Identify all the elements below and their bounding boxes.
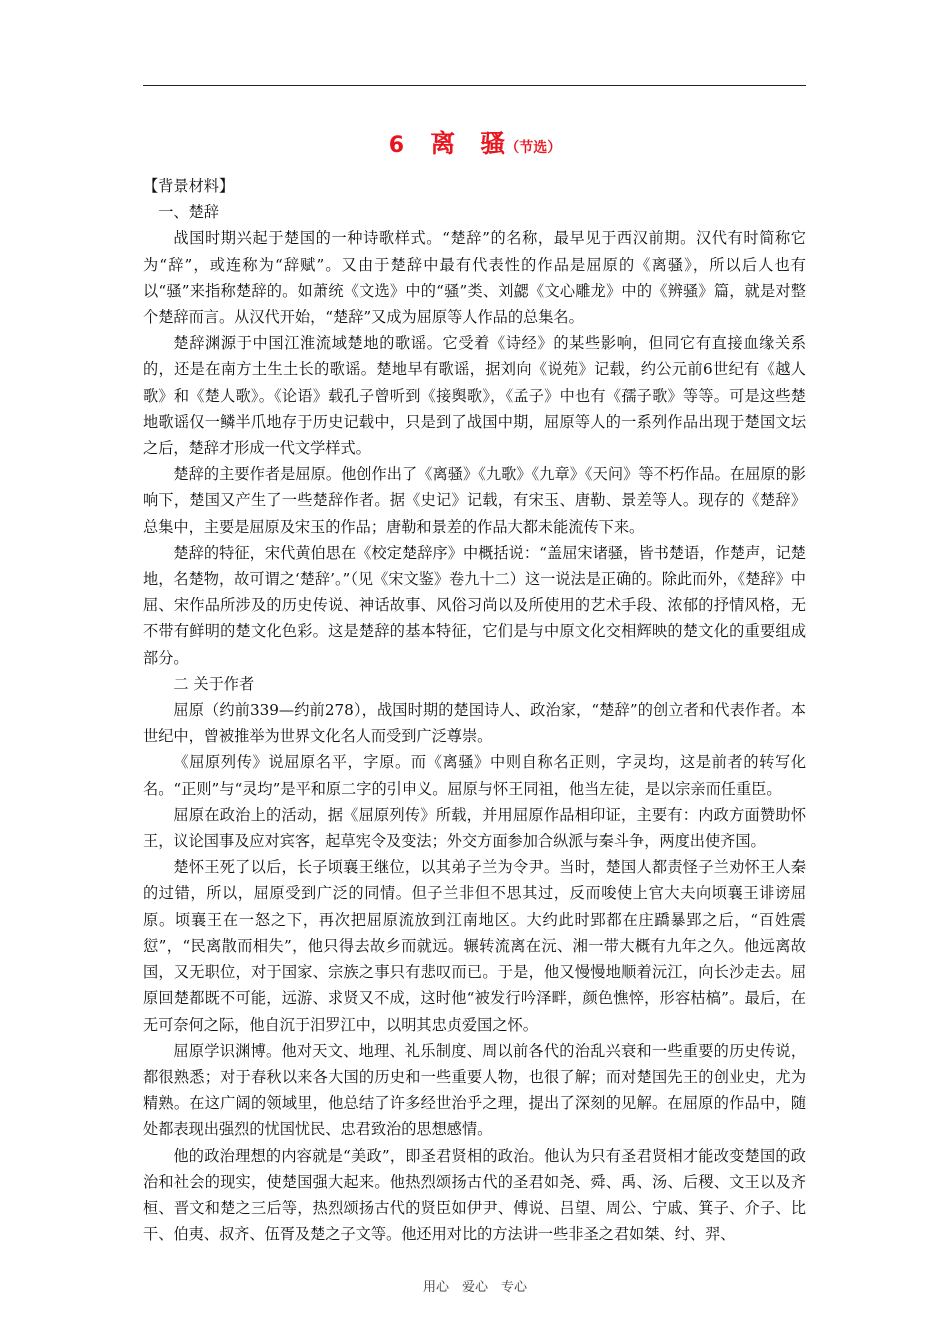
article-body [143, 173, 806, 1247]
title-main [404, 129, 505, 158]
paragraph: 楚辞的特征，宋代黄伯思在《校定楚辞序》中概括说：“盖屈宋诸骚，皆书楚语，作楚声，记楚地，名楚物，故可谓之‘楚辞’。”（见《宋文鉴》卷九十二）这一说法是正确的。除此而外，《楚辞》中屈、宋作品所涉及的历史传说、神话故事、风俗习尚以及所使用的艺术手段、浓郁的抒情风格，无不带有鲜明的楚文化色彩。这是楚辞的基本特征，它们是与中原文化交相辉映的楚文化的重要组成部分。 [143, 543, 806, 667]
subsection-heading-author: 二 关于作者 [173, 674, 255, 693]
paragraph: 《屈原列传》说屈原名平，字原。而《离骚》中则自称名正则，字灵均，这是前者的转写化名。“正则”与“灵均”是平和原二字的引申义。屈原与怀王同祖，他当左徒，是以宗亲而任重臣。 [143, 753, 806, 798]
paragraph: 屈原学识渊博。他对天文、地理、礼乐制度、周以前各代的治乱兴衰和一些重要的历史传说，都很熟悉；对于春秋以来各大国的历史和一些重要人物，也很了解；而对楚国先王的创业史，尤为精熟。在这广阔的领域里，他总结了许多经世治乎之理，提出了深刻的见解。在屈原的作品中，随处都表现出强烈的忧国忧民、忠君致治的思想感情。 [143, 1041, 806, 1139]
title-subtitle: （节选） [505, 140, 562, 156]
page-footer: 用心 爱心 专心 [422, 1280, 527, 1295]
paragraph: 楚怀王死了以后，长子顷襄王继位，以其弟子兰为令尹。当时，楚国人都责怪子兰劝怀王人秦的过错，所以，屈原受到广泛的同情。但子兰非但不思其过，反而唆使上官大夫向顷襄王诽谤屈原。顷襄王在一怒之下，再次把屈原流放到江南地区。大约此时郢都在庄蹻暴郢之后，“百姓震愆”，“民离散而相失”，他只得去故乡而就远。辗转流离在沅、湘一带大概有九年之久。他远离故国，又无职位，对于国家、宗族之事只有悲叹而已。于是，他又慢慢地顺着沅江，向长沙走去。屈原回楚都既不可能，远游、求贤又不成，这时他“被发行吟泽畔，颜色憔悴，形容枯槁”。最后，在无可奈何之际，他自沉于汨罗江中，以明其忠贞爱国之怀。 [143, 858, 806, 1034]
paragraph: 楚辞的主要作者是屈原。他创作出了《离骚》《九歌》《九章》《天问》等不朽作品。在屈原的影响下，楚国又产生了一些楚辞作者。据《史记》记载，有宋玉、唐勒、景差等人。现存的《楚辞》总集中，主要是屈原及宋玉的作品；唐勒和景差的作品大都未能流传下来。 [143, 465, 806, 536]
paragraph: 他的政治理想的内容就是“美政”，即圣君贤相的政治。他认为只有圣君贤相才能改变楚国的政治和社会的现实，使楚国强大起来。他热烈颂扬古代的圣君如尧、舜、禹、汤、后稷、文王以及齐桓、晋文和楚之三后等，热烈颂扬古代的贤臣如伊尹、傅说、吕望、周公、宁戚、箕子、介子、比干、伯夷、叔齐、伍胥及楚之子文等。他还用对比的方法讲一些非圣之君如桀、纣、羿、 [143, 1146, 806, 1244]
title-main-text: 离 骚 [430, 129, 506, 158]
paragraph: 屈原（约前339—约前278），战国时期的楚国诗人、政治家，“楚辞”的创立者和代表作者。本世纪中，曾被推举为世界文化名人而受到广泛尊崇。 [143, 701, 806, 746]
paragraph: 屈原在政治上的活动，据《屈原列传》所载，并用屈原作品相印证，主要有：内政方面赞助怀王，议论国事及应对宾客，起草宪令及变法；外交方面参加合纵派与秦斗争，两度出使齐国。 [143, 805, 806, 851]
subsection-heading-chuci: 一、楚辞 [158, 203, 219, 222]
title-number: 6 [388, 133, 405, 158]
section-heading: 【背景材料】 [143, 177, 235, 195]
page-title [0, 124, 950, 160]
header-rule [143, 85, 806, 86]
paragraph: 楚辞渊源于中国江淮流域楚地的歌谣。它受着《诗经》的某些影响，但同它有直接血缘关系的，还是在南方土生土长的歌谣。楚地早有歌谣，据刘向《说苑》记载，约公元前6世纪有《越人歌》和《楚人歌》。《论语》载孔子曾听到《接舆歌》，《孟子》中也有《孺子歌》等等。可是这些楚地歌谣仅一鳞半爪地存于历史记载中，只是到了战国中期，屈原等人的一系列作品出现于楚国文坛之后，楚辞才形成一代文学样式。 [143, 334, 806, 458]
paragraph: 战国时期兴起于楚国的一种诗歌样式。“楚辞”的名称，最早见于西汉前期。汉代有时简称它为“辞”，或连称为“辞赋”。又由于楚辞中最有代表性的作品是屈原的《离骚》，所以后人也有以“骚”来指称楚辞的。如萧统《文选》中的“骚”类、刘勰《文心雕龙》中的《辨骚》篇，就是对整个楚辞而言。从汉代开始，“楚辞”又成为屈原等人作品的总集名。 [143, 229, 806, 327]
